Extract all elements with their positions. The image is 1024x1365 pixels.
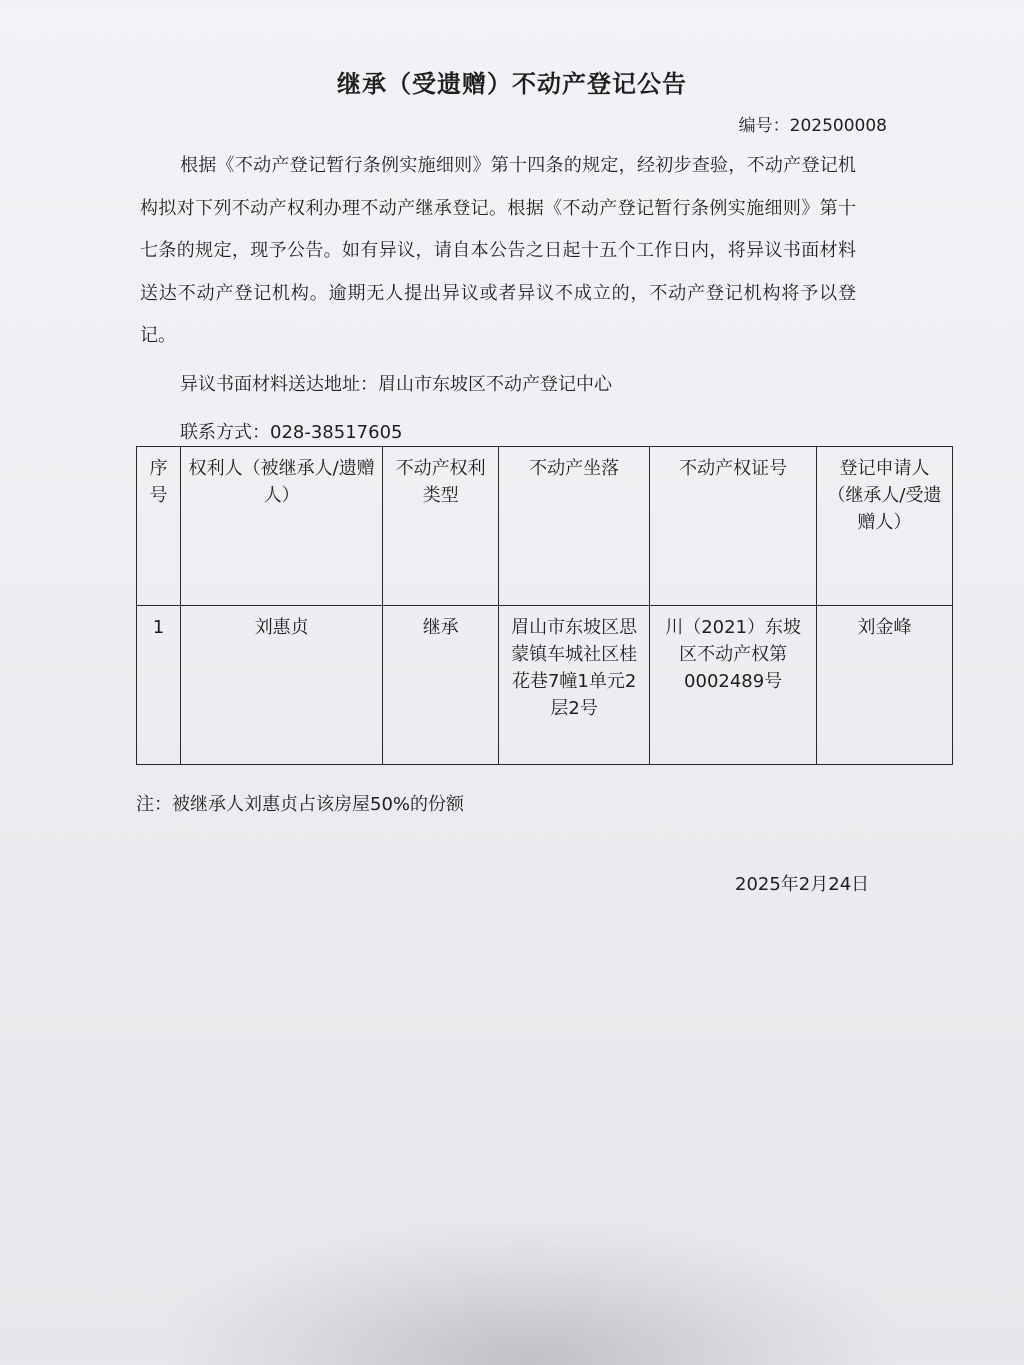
header-cert-no: 不动产权证号 <box>650 447 817 606</box>
address-label: 异议书面材料送达地址： <box>180 374 378 395</box>
notice-date: 2025年2月24日 <box>735 874 870 895</box>
footnote: 注：被继承人刘惠贞占该房屋50%的份额 <box>136 794 465 815</box>
header-location: 不动产坐落 <box>498 447 649 606</box>
photo-shadow <box>180 1230 880 1365</box>
serial-number <box>739 111 887 136</box>
cell-right-type: 继承 <box>383 606 499 765</box>
registration-table <box>136 446 953 765</box>
notice-paragraph: 根据《不动产登记暂行条例实施细则》第十四条的规定，经初步查验，不动产登记机构拟对下列不动产权利办理不动产继承登记。根据《不动产登记暂行条例实施细则》第十七条的规定，现予公告。如有异议，请自本公告之日起十五个工作日内，将异议书面材料送达不动产登记机构。逾期无人提出异议或者异议不成立的，不动产登记机构将予以登记。 <box>140 155 856 346</box>
cell-seq: 1 <box>137 606 181 765</box>
header-holder: 权利人（被继承人/遗赠人） <box>180 447 382 606</box>
header-seq: 序号 <box>137 447 181 606</box>
notice-title: 继承（受遗赠）不动产登记公告 <box>337 70 687 98</box>
contact-value: 028-38517605 <box>270 422 403 443</box>
cell-cert-no: 川（2021）东坡区不动产权第0002489号 <box>650 606 817 765</box>
contact-label: 联系方式： <box>180 422 270 443</box>
table-row <box>137 606 953 765</box>
cell-applicant: 刘金峰 <box>816 606 952 765</box>
serial-label: 编号： <box>738 116 790 136</box>
serial-value: 202500008 <box>789 116 887 136</box>
address-value: 眉山市东坡区不动产登记中心 <box>378 374 612 395</box>
header-applicant: 登记申请人（继承人/受遗赠人） <box>816 447 952 606</box>
contact-info <box>180 418 402 444</box>
table-header-row <box>137 447 953 606</box>
cell-holder: 刘惠贞 <box>180 606 382 765</box>
objection-address <box>180 370 612 396</box>
header-right-type: 不动产权利类型 <box>383 447 499 606</box>
cell-location: 眉山市东坡区思蒙镇车城社区桂花巷7幢1单元2层2号 <box>498 606 649 765</box>
